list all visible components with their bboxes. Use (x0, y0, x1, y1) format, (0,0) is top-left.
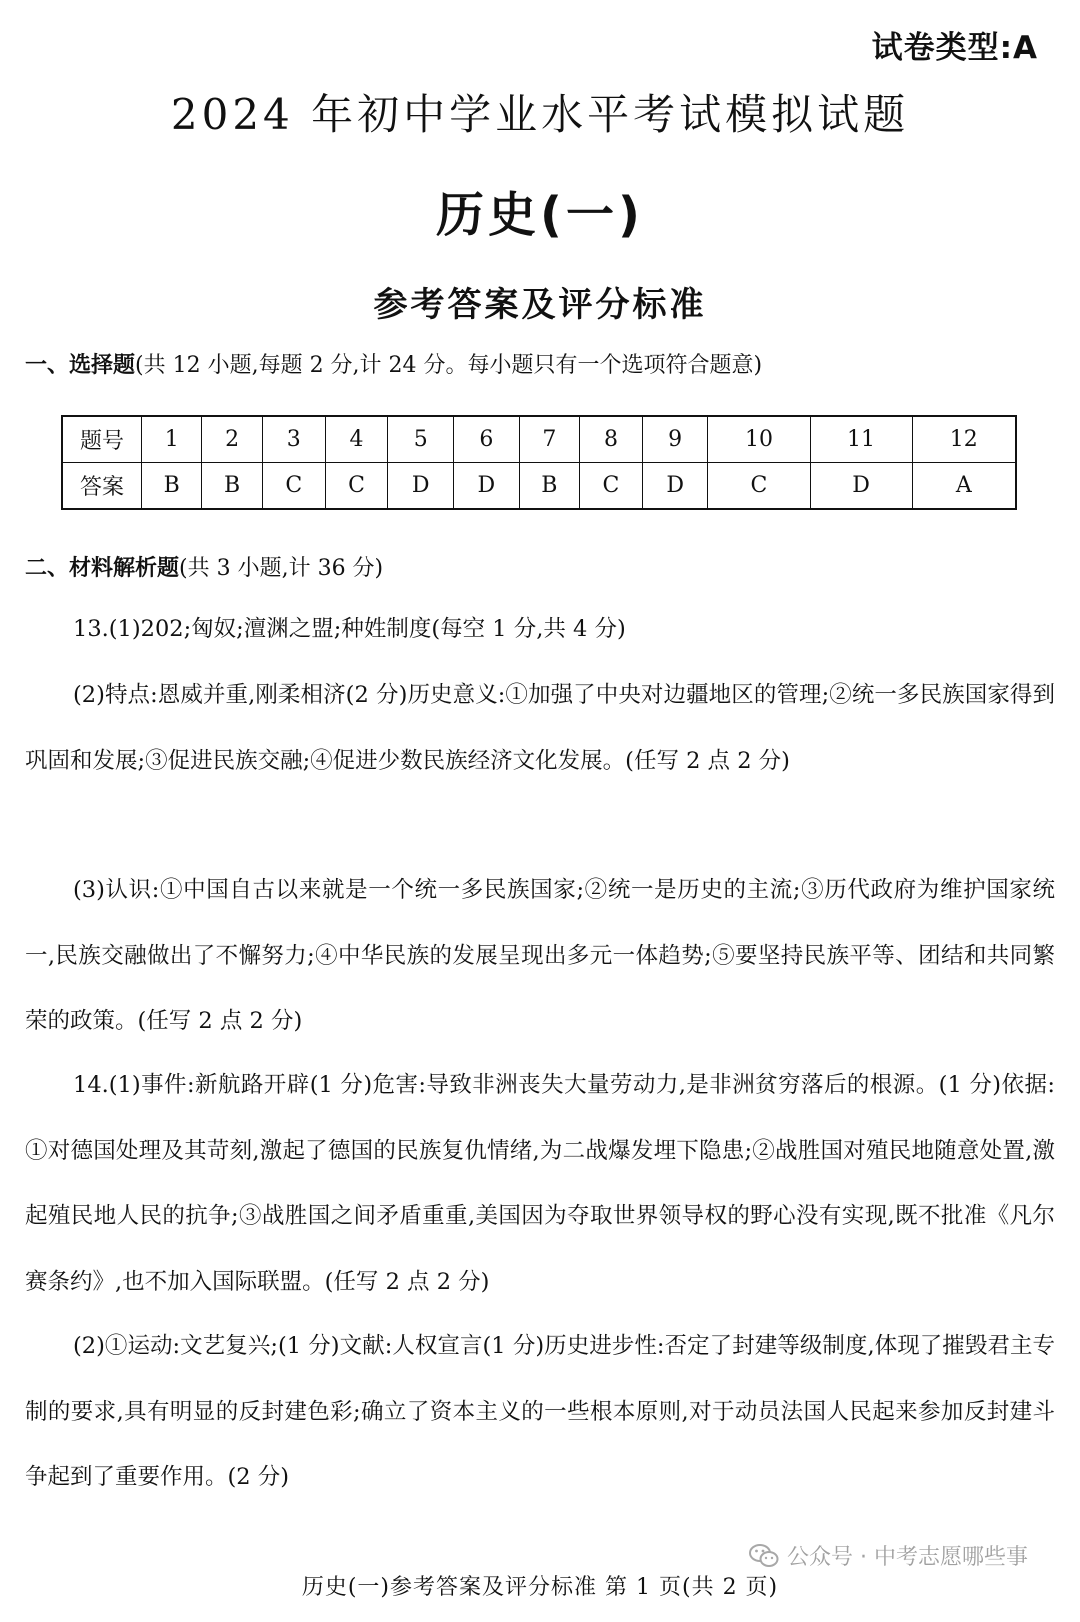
answer-text: 13.(1)202;匈奴;澶渊之盟;种姓制度(每空 1 分,共 4 分) (73, 616, 626, 642)
row-label-answer: 答案 (62, 463, 142, 510)
table-cell-number: 12 (912, 416, 1016, 463)
table-cell-answer: C (325, 463, 388, 510)
answer-paragraph-13-1 (25, 597, 1055, 663)
wechat-icon (749, 1543, 779, 1569)
table-cell-answer: D (454, 463, 520, 510)
table-cell-number: 7 (519, 416, 579, 463)
row-label-number: 题号 (62, 416, 142, 463)
section-2-title: 二、材料解析题 (25, 556, 180, 581)
answer-paragraph-13-3 (25, 858, 1055, 1055)
page-footer: 历史(一)参考答案及评分标准 第 1 页(共 2 页) (301, 1575, 779, 1600)
watermark (749, 1540, 1028, 1571)
table-cell-answer: C (708, 463, 810, 510)
subject-title: 历史(一) (436, 187, 644, 243)
table-cell-answer: B (202, 463, 262, 510)
answer-paragraph-13-2 (25, 663, 1055, 794)
table-cell-answer: C (262, 463, 325, 510)
answer-text: 14.(1)事件:新航路开辟(1 分)危害:导致非洲丧失大量劳动力,是非洲贫穷落后的根源。(1 分)依据:①对德国处理及其苛刻,激起了德国的民族复仇情绪,为二战爆发埋下隐患;②战胜国对殖民地随意处置,激起殖民地人民的抗争;③战胜国之间矛盾重重,美国因为夺取世界领导权的野心没有实现,既不批准《凡尔赛条约》,也不加入国际联盟。(任写 2 点 2 分) (25, 1072, 1055, 1295)
table-cell-number: 9 (642, 416, 708, 463)
table-cell-answer: A (912, 463, 1016, 510)
table-cell-number: 10 (708, 416, 810, 463)
table-cell-answer: D (388, 463, 454, 510)
section-2-note: (共 3 小题,计 36 分) (179, 556, 384, 581)
table-row-numbers (62, 416, 1016, 463)
table-cell-number: 11 (810, 416, 912, 463)
table-cell-number: 2 (202, 416, 262, 463)
table-cell-answer: B (142, 463, 202, 510)
answer-paragraph-14-2 (25, 1314, 1055, 1511)
section-1-title: 一、选择题 (25, 353, 136, 378)
table-cell-number: 1 (142, 416, 202, 463)
section-2-heading (25, 551, 383, 582)
table-cell-number: 8 (580, 416, 643, 463)
table-cell-answer: D (642, 463, 708, 510)
table-row-answers (62, 463, 1016, 510)
table-cell-answer: D (810, 463, 912, 510)
table-cell-number: 6 (454, 416, 520, 463)
table-cell-answer: C (580, 463, 643, 510)
document-title: 参考答案及评分标准 (373, 285, 707, 325)
exam-title: 2024 年初中学业水平考试模拟试题 (170, 90, 910, 139)
answer-text: (2)特点:恩威并重,刚柔相济(2 分)历史意义:①加强了中央对边疆地区的管理;②统一多民族国家得到巩固和发展;③促进民族交融;④促进少数民族经济文化发展。(任写 2 点 2 分) (25, 682, 1055, 774)
watermark-text: 公众号 · 中考志愿哪些事 (787, 1545, 1028, 1570)
answer-text: (2)①运动:文艺复兴;(1 分)文献:人权宣言(1 分)历史进步性:否定了封建等级制度,体现了摧毁君主专制的要求,具有明显的反封建色彩;确立了资本主义的一些根本原则,对于动员法国人民起来参加反封建斗争起到了重要作用。(2 分) (25, 1333, 1055, 1491)
paper-type-label: 试卷类型:A (871, 30, 1038, 66)
answer-paragraph-14-1 (25, 1053, 1055, 1315)
table-cell-answer: B (519, 463, 579, 510)
answer-text: (3)认识:①中国自古以来就是一个统一多民族国家;②统一是历史的主流;③历代政府为维护国家统一,民族交融做出了不懈努力;④中华民族的发展呈现出多元一体趋势;⑤要坚持民族平等、团结和共同繁荣的政策。(任写 2 点 2 分) (25, 877, 1055, 1035)
section-1-heading (25, 348, 762, 379)
section-1-note: (共 12 小题,每题 2 分,计 24 分。每小题只有一个选项符合题意) (135, 353, 763, 378)
table-cell-number: 5 (388, 416, 454, 463)
table-cell-number: 3 (262, 416, 325, 463)
answer-table (61, 415, 1017, 510)
table-cell-number: 4 (325, 416, 388, 463)
